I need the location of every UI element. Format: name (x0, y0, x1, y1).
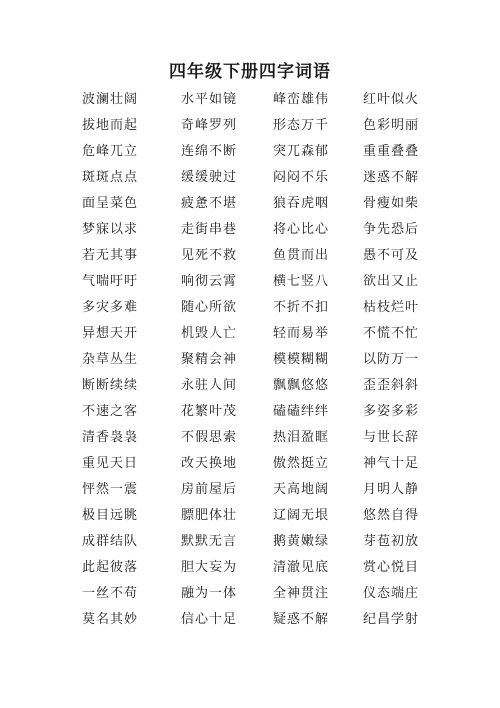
word-item: 神气十足 (363, 456, 420, 471)
word-item: 不慌不忙 (363, 326, 420, 341)
word-item: 红叶似火 (363, 92, 420, 107)
word-item: 与世长辞 (363, 430, 420, 445)
word-item: 斑斑点点 (82, 170, 139, 185)
word-item: 月明人静 (363, 482, 420, 497)
word-item: 形态万千 (273, 118, 330, 133)
word-item: 聚精会神 (181, 352, 238, 367)
word-item: 色彩明丽 (363, 118, 420, 133)
word-item: 波澜壮阔 (82, 92, 139, 107)
word-item: 梦寐以求 (82, 222, 139, 237)
word-row (0, 453, 500, 479)
word-item: 气喘吁吁 (82, 274, 139, 289)
word-item: 不折不扣 (273, 300, 330, 315)
word-item: 机毁人亡 (181, 326, 238, 341)
word-item: 不假思索 (181, 430, 238, 445)
word-item: 全神贯注 (273, 586, 330, 601)
word-item: 模模糊糊 (273, 352, 330, 367)
word-row (0, 557, 500, 583)
word-item: 此起彼落 (82, 560, 139, 575)
word-item: 突兀森郁 (273, 144, 330, 159)
word-item: 永驻人间 (181, 378, 238, 393)
word-item: 纪昌学射 (363, 612, 420, 627)
word-item: 疲惫不堪 (181, 196, 238, 211)
word-item: 响彻云霄 (181, 274, 238, 289)
word-item: 连绵不断 (181, 144, 238, 159)
word-item: 狼吞虎咽 (273, 196, 330, 211)
word-item: 枯枝烂叶 (363, 300, 420, 315)
word-item: 清香袅袅 (82, 430, 139, 445)
word-item: 默默无言 (181, 534, 238, 549)
word-row (0, 427, 500, 453)
word-item: 傲然挺立 (273, 456, 330, 471)
word-item: 磕磕绊绊 (273, 404, 330, 419)
word-item: 仪态端庄 (363, 586, 420, 601)
word-item: 多灾多难 (82, 300, 139, 315)
word-item: 拔地而起 (82, 118, 139, 133)
word-item: 危峰兀立 (82, 144, 139, 159)
word-item: 融为一体 (181, 586, 238, 601)
word-item: 欲出又止 (363, 274, 420, 289)
word-item: 极目远眺 (82, 508, 139, 523)
page-title: 四年级下册四字词语 (169, 62, 331, 82)
word-row (0, 375, 500, 401)
word-item: 胆大妄为 (181, 560, 238, 575)
word-item: 以防万一 (363, 352, 420, 367)
word-item: 愚不可及 (363, 248, 420, 263)
word-item: 若无其事 (82, 248, 139, 263)
word-item: 花繁叶茂 (181, 404, 238, 419)
word-item: 不速之客 (82, 404, 139, 419)
word-item: 奇峰罗列 (181, 118, 238, 133)
word-row (0, 193, 500, 219)
word-item: 争先恐后 (363, 222, 420, 237)
word-item: 轻而易举 (273, 326, 330, 341)
word-item: 多姿多彩 (363, 404, 420, 419)
word-item: 横七竖八 (273, 274, 330, 289)
word-row (0, 297, 500, 323)
word-item: 随心所欲 (181, 300, 238, 315)
word-item: 芽苞初放 (363, 534, 420, 549)
word-row (0, 219, 500, 245)
word-row (0, 479, 500, 505)
word-row (0, 531, 500, 557)
word-item: 峰峦雄伟 (273, 92, 330, 107)
word-item: 断断续续 (82, 378, 139, 393)
word-row (0, 349, 500, 375)
word-row (0, 115, 500, 141)
word-row (0, 505, 500, 531)
word-item: 水平如镜 (181, 92, 238, 107)
word-item: 怦然一震 (82, 482, 139, 497)
word-item: 鱼贯而出 (273, 248, 330, 263)
word-item: 成群结队 (82, 534, 139, 549)
word-item: 将心比心 (273, 222, 330, 237)
word-row (0, 609, 500, 635)
word-item: 闷闷不乐 (273, 170, 330, 185)
word-item: 面呈菜色 (82, 196, 139, 211)
word-item: 见死不救 (181, 248, 238, 263)
word-item: 缓缓驶过 (181, 170, 238, 185)
word-item: 辽阔无垠 (273, 508, 330, 523)
word-row (0, 141, 500, 167)
word-grid (0, 89, 500, 635)
word-item: 疑惑不解 (273, 612, 330, 627)
word-item: 热泪盈眶 (273, 430, 330, 445)
word-item: 重见天日 (82, 456, 139, 471)
word-row (0, 167, 500, 193)
word-row (0, 89, 500, 115)
word-item: 杂草丛生 (82, 352, 139, 367)
word-item: 迷惑不解 (363, 170, 420, 185)
word-item: 改天换地 (181, 456, 238, 471)
word-item: 重重叠叠 (363, 144, 420, 159)
word-item: 骨瘦如柴 (363, 196, 420, 211)
word-item: 天高地阔 (273, 482, 330, 497)
word-item: 飘飘悠悠 (273, 378, 330, 393)
word-item: 歪歪斜斜 (363, 378, 420, 393)
word-row (0, 583, 500, 609)
word-item: 走街串巷 (181, 222, 238, 237)
word-item: 膘肥体壮 (181, 508, 238, 523)
word-row (0, 323, 500, 349)
word-item: 清澈见底 (273, 560, 330, 575)
word-item: 赏心悦目 (363, 560, 420, 575)
word-item: 一丝不苟 (82, 586, 139, 601)
word-item: 莫名其妙 (82, 612, 139, 627)
word-item: 悠然自得 (363, 508, 420, 523)
word-row (0, 401, 500, 427)
word-item: 异想天开 (82, 326, 139, 341)
word-item: 鹅黄嫩绿 (273, 534, 330, 549)
word-item: 信心十足 (181, 612, 238, 627)
word-item: 房前屋后 (181, 482, 238, 497)
word-row (0, 245, 500, 271)
word-row (0, 271, 500, 297)
